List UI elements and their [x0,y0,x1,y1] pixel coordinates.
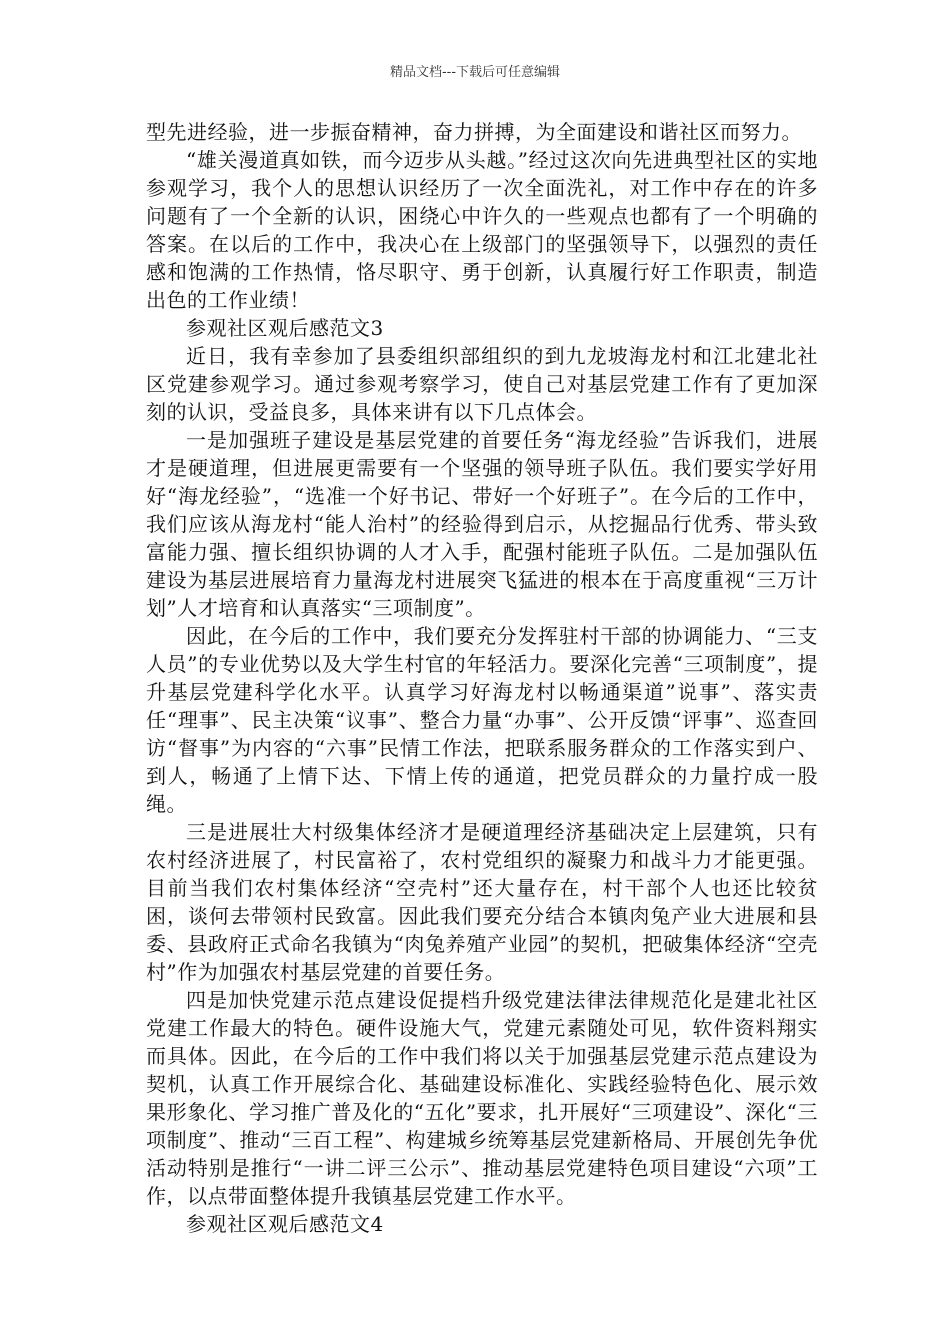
paragraph-4: 一是加强班子建设是基层党建的首要任务“海龙经验”告诉我们，进展才是硬道理，但进展更需要有一个坚强的领导班子队伍。我们要实学好用好“海龙经验”，“选准一个好书记、带好一个好班子”。在今后的工作中，我们应该从海龙村“能人治村”的经验得到启示，从挖掘品行优秀、带头致富能力强、擅长组织协调的人才入手，配强村能班子队伍。二是加强队伍建设为基层进展培育力量海龙村进展突飞猛进的根本在于高度重视“三万计划”人才培育和认真落实“三项制度”。 [146,428,818,620]
paragraph-3: 近日，我有幸参加了县委组织部组织的到九龙坡海龙村和江北建北社区党建参观学习。通过参观考察学习，使自己对基层党建工作有了更加深刻的认识，受益良多，具体来讲有以下几点体会。 [146,344,818,424]
paragraph-6: 三是进展壮大村级集体经济才是硬道理经济基础决定上层建筑，只有农村经济进展了，村民富裕了，农村党组织的凝聚力和战斗力才能更强。目前当我们农村集体经济“空壳村”还大量存在，村干部个人也还比较贫困，谈何去带领村民致富。因此我们要充分结合本镇肉兔产业大进展和县委、县政府正式命名我镇为“肉兔养殖产业园”的契机，把破集体经济“空壳村”作为加强农村基层党建的首要任务。 [146,820,818,984]
paragraph-2: “雄关漫道真如铁，而今迈步从头越。”经过这次向先进典型社区的实地参观学习，我个人的思想认识经历了一次全面洗礼，对工作中存在的许多问题有了一个全新的认识，困绕心中许久的一些观点也都有了一个明确的答案。在以后的工作中，我决心在上级部门的坚强领导下，以强烈的责任感和饱满的工作热情，恪尽职守、勇于创新，认真履行好工作职责，制造出色的工作业绩！ [146,148,818,312]
paragraph-1: 型先进经验，进一步振奋精神，奋力拼搏，为全面建设和谐社区而努力。 [146,120,802,144]
section-heading-3: 参观社区观后感范文3 [186,316,384,340]
paragraph-5: 因此，在今后的工作中，我们要充分发挥驻村干部的协调能力、“三支人员”的专业优势以及大学生村官的年轻活力。要深化完善“三项制度”，提升基层党建科学化水平。认真学习好海龙村以畅通渠道”说事”、落实责任“理事”、民主决策“议事”、整合力量“办事”、公开反馈“评事”、巡查回访“督事”为内容的“六事”民情工作法，把联系服务群众的工作落实到户、到人，畅通了上情下达、下情上传的通道，把党员群众的力量拧成一股绳。 [146,624,818,816]
document-body [146,118,818,1238]
page-header: 精品文档---下载后可任意编辑 [389,65,561,80]
section-heading-4: 参观社区观后感范文4 [186,1212,384,1236]
paragraph-7: 四是加快党建示范点建设促提档升级党建法律法律规范化是建北社区党建工作最大的特色。硬件设施大气，党建元素随处可见，软件资料翔实而具体。因此，在今后的工作中我们将以关于加强基层党建示范点建设为契机，认真工作开展综合化、基础建设标准化、实践经验特色化、展示效果形象化、学习推广普及化的“五化”要求，扎开展好“三项建设”、深化“三项制度”、推动“三百工程”、构建城乡统筹基层党建新格局、开展创先争优活动特别是推行“一讲二评三公示”、推动基层党建特色项目建设“六项”工作，以点带面整体提升我镇基层党建工作水平。 [146,988,818,1208]
